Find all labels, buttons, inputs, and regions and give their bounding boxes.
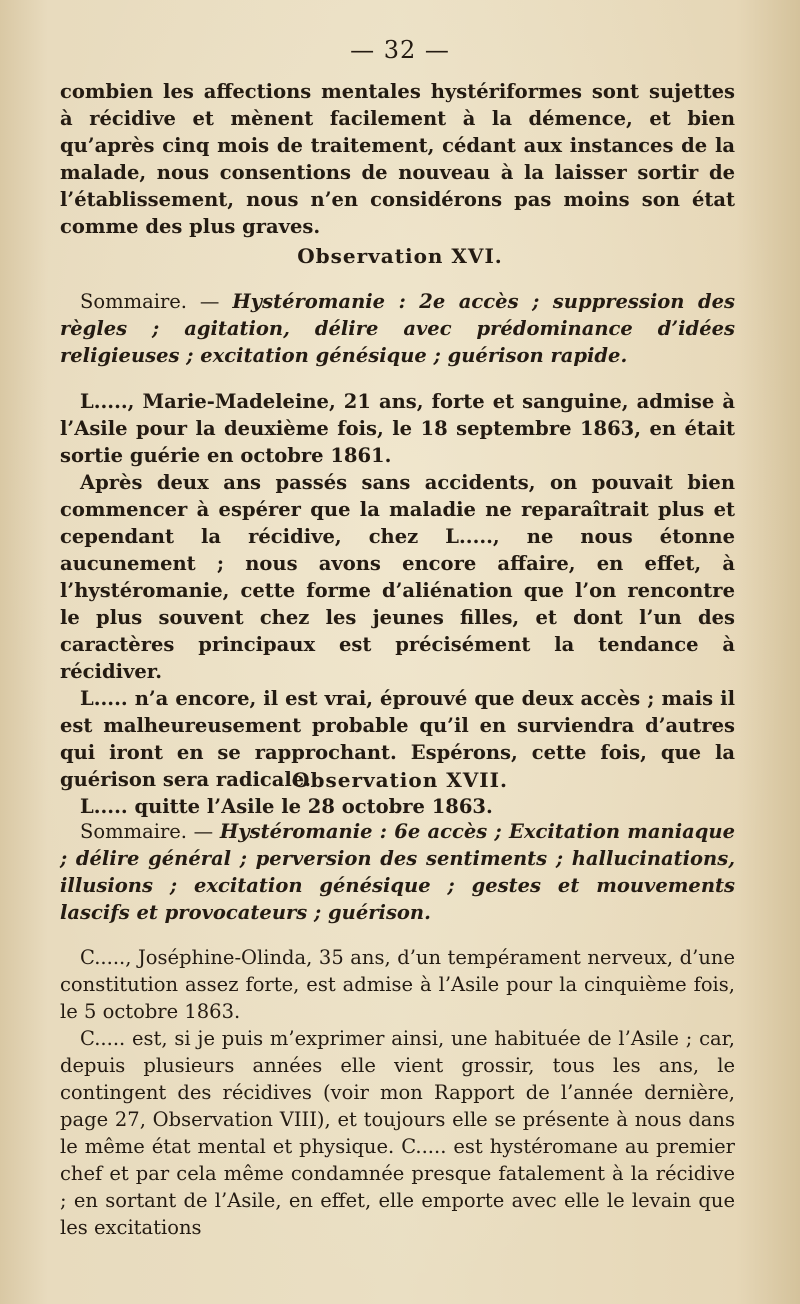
paragraph: C..... est, si je puis m’exprimer ainsi, une habituée de l’Asile ; car, depuis plusieurs années elle vient grossir, tous les ans, le contingent des récidives (voir mon Rapport de l’année dernière, page 27, Observation VIII), et toujours elle se présente à nous dans le même état mental et physique. C..... est hystéromane au premier chef et par cela même condamnée presque fatalement à la récidive ; en sortant de l’Asile, en effet, elle emporte avec elle le levain que les excitations bbox=[60, 1027, 735, 1239]
page-number: — 32 — bbox=[350, 36, 450, 64]
observation-17-sommaire bbox=[60, 818, 735, 926]
paragraph: C....., Joséphine-Olinda, 35 ans, d’un tempérament nerveux, d’une constitution assez forte, est admise à l’Asile pour la cinquième fois, le 5 octobre 1863. bbox=[60, 946, 735, 1023]
observation-17-body bbox=[60, 944, 735, 1241]
observation-16-body bbox=[60, 388, 735, 820]
sommaire-text: Hystéromanie : 6e accès ; Excitation maniaque ; délire général ; perversion des sentiments ; hallucinations, illusions ; excitation génésique ; gestes et mouvements lascifs et provocateurs ; guérison. bbox=[60, 820, 735, 924]
intro-paragraph bbox=[60, 78, 735, 240]
observation-16-heading: Observation XVI. bbox=[297, 244, 503, 268]
sommaire-label: Sommaire. — bbox=[80, 820, 220, 843]
observation-17-heading: Observation XVII. bbox=[292, 768, 508, 792]
paragraph: L..... quitte l’Asile le 28 octobre 1863. bbox=[80, 795, 493, 818]
observation-16-sommaire bbox=[60, 288, 735, 369]
paragraph: L..... n’a encore, il est vrai, éprouvé que deux accès ; mais il est malheureusement probable qu’il en surviendra d’autres qui iront en se rapprochant. Espérons, cette fois, que la guérison sera radicale. bbox=[60, 687, 735, 791]
sommaire-label: Sommaire. — bbox=[80, 290, 233, 313]
sommaire-text: Hystéromanie : 2e accès ; suppression des règles ; agitation, délire avec prédominance d’idées religieuses ; excitation génésique ; guérison rapide. bbox=[60, 290, 735, 367]
intro-text: combien les affections mentales hystériformes sont sujettes à récidive et mènent facilement à la démence, et bien qu’après cinq mois de traitement, cédant aux instances de la malade, nous consentions de nouveau à la laisser sortir de l’établissement, nous n’en considérons pas moins son état comme des plus graves. bbox=[60, 80, 735, 238]
paragraph: Après deux ans passés sans accidents, on pouvait bien commencer à espérer que la maladie ne reparaîtrait plus et cependant la récidive, chez L....., ne nous étonne aucunement ; nous avons encore affaire, en effet, à l’hystéromanie, cette forme d’aliénation que l’on rencontre le plus souvent chez les jeunes filles, et dont l’un des caractères principaux est précisément la tendance à récidiver. bbox=[60, 471, 735, 683]
paragraph: L....., Marie-Madeleine, 21 ans, forte et sanguine, admise à l’Asile pour la deuxième fois, le 18 septembre 1863, en était sortie guérie en octobre 1861. bbox=[60, 390, 735, 467]
